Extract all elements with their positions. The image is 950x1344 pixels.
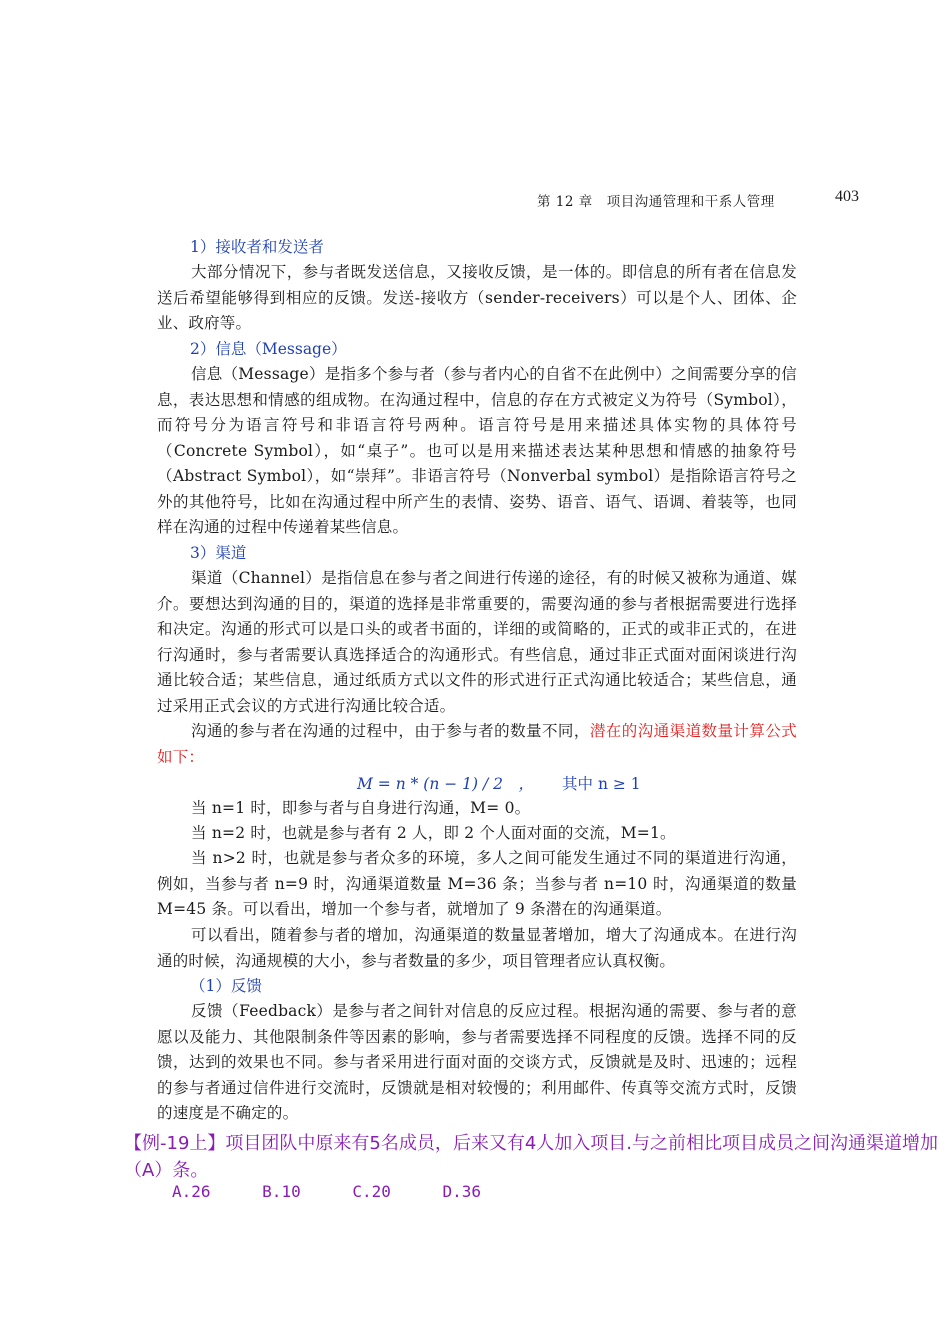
formula-condition: 其中 n ≥ 1 xyxy=(562,775,641,793)
answer-options xyxy=(172,1182,523,1201)
example-question-text: 项目团队中原来有5名成员，后来又有4人加入项目.与之前相比项目成员之间沟通渠道增加（A）条。 xyxy=(124,1133,939,1181)
paragraph-n1: 当 n=1 时，即参与者与自身进行沟通，M= 0。 xyxy=(191,799,531,817)
section-heading-message: 2）信息（Message） xyxy=(190,340,347,358)
section-heading-channel: 3）渠道 xyxy=(190,544,247,562)
chapter-title: 第 12 章 项目沟通管理和干系人管理 xyxy=(537,194,775,210)
channel-formula xyxy=(357,772,641,794)
option-c: C.20 xyxy=(352,1182,391,1201)
highlighted-formula-intro: 潜在的沟通渠道数量计算公式如下： xyxy=(157,722,797,766)
option-d: D.36 xyxy=(442,1182,482,1201)
option-a: A.26 xyxy=(172,1182,211,1201)
paragraph-n-gt-2: 当 n>2 时，也就是参与者众多的环境，多人之间可能发生通过不同的渠道进行沟通，例如，当参与者 n=9 时，沟通渠道数量 M=36 条；当参与者 n=10 时，沟通渠道的数量 M=45 条。可以看出，增加一个参与者，就增加了 9 条潜在的沟通渠道。 xyxy=(157,849,797,918)
paragraph-n2: 当 n=2 时，也就是参与者有 2 人，即 2 个人面对面的交流，M=1。 xyxy=(191,824,676,842)
paragraph-feedback: 反馈（Feedback）是参与者之间针对信息的反应过程。根据沟通的需要、参与者的意愿以及能力、其他限制条件等因素的影响，参与者需要选择不同程度的反馈。选择不同的反馈，达到的效果也不同。参与者采用进行面对面的交谈方式，反馈就是及时、迅速的；远程的参与者通过信件进行交流时，反馈就是相对较慢的；利用邮件、传真等交流方式时，反馈的速度是不确定的。 xyxy=(157,1002,797,1122)
example-tag: 【例-19上】 xyxy=(124,1133,226,1154)
paragraph-channel-formula-intro xyxy=(157,719,797,770)
paragraph-receiver-sender: 大部分情况下，参与者既发送信息，又接收反馈，是一体的。即信息的所有者在信息发送后希望能够得到相应的反馈。发送-接收方（sender-receivers）可以是个人、团体、企业、政府等。 xyxy=(157,263,797,332)
section-heading-feedback: （1）反馈 xyxy=(190,977,262,995)
example-question xyxy=(124,1130,944,1184)
option-b: B.10 xyxy=(262,1182,301,1201)
page-number: 403 xyxy=(835,188,859,205)
paragraph-cost-tradeoff: 可以看出，随着参与者的增加，沟通渠道的数量显著增加，增大了沟通成本。在进行沟通的时候，沟通规模的大小，参与者数量的多少，项目管理者应认真权衡。 xyxy=(157,926,797,970)
section-heading-receiver-sender: 1）接收者和发送者 xyxy=(190,238,324,256)
paragraph-message: 信息（Message）是指多个参与者（参与者内心的自省不在此例中）之间需要分享的信息，表达思想和情感的组成物。在沟通过程中，信息的存在方式被定义为符号（Symbol），而符号分为语言符号和非语言符号两种。语言符号是用来描述具体实物的具体符号（Concrete Symbol），如“桌子”。也可以是用来描述表达某种思想和情感的抽象符号（Abstract Symbol），如“崇拜”。非语言符号（Nonverbal symbol）是指除语言符号之外的其他符号，比如在沟通过程中所产生的表情、姿势、语音、语气、语调、着装等，也同样在沟通的过程中传递着某些信息。 xyxy=(157,365,797,536)
paragraph-channel: 渠道（Channel）是指信息在参与者之间进行传递的途径，有的时候又被称为通道、媒介。要想达到沟通的目的，渠道的选择是非常重要的，需要沟通的参与者根据需要进行选择和决定。沟通的形式可以是口头的或者书面的，详细的或简略的，正式的或非正式的，在进行沟通时，参与者需要认真选择适合的沟通形式。有些信息，通过非正式面对面闲谈进行沟通比较合适；某些信息，通过纸质方式以文件的形式进行正式沟通比较适合；某些信息，通过采用正式会议的方式进行沟通比较合适。 xyxy=(157,569,797,715)
formula-expression: M = n * (n − 1) / 2 ， xyxy=(357,775,535,793)
intro-text: 沟通的参与者在沟通的过程中，由于参与者的数量不同， xyxy=(191,722,590,740)
